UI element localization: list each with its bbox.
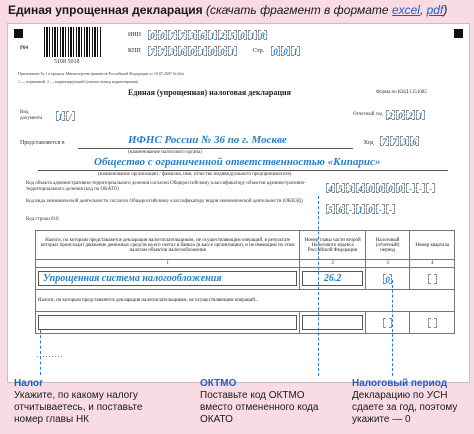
annotation-tax: [14, 378, 164, 426]
period-label: Отчетный год: [353, 112, 383, 117]
doc-kind-cell: /: [66, 111, 75, 121]
empty-cell: [383, 318, 392, 328]
table-row: [300, 268, 365, 290]
authority-code-cell: 6: [410, 136, 419, 146]
doc-kind-note: 1 — первичный, 3 — корректирующий (указать номер корректировки): [18, 79, 139, 84]
inn-cell: 1: [248, 30, 257, 40]
table-header-period: Налоговый (отчетный) период: [365, 231, 410, 260]
okved-cell: -: [376, 204, 385, 214]
heading-open: (: [206, 3, 210, 17]
heading-title: Единая упрощенная декларация: [8, 3, 203, 17]
kpp-cell: 6: [178, 46, 187, 56]
org-caption: (наименование организации / фамилия, имя, отчество индивидуального предпринимателя): [98, 172, 292, 177]
annotation-arrow-oktmo: [318, 196, 319, 376]
page-cells: [271, 46, 300, 56]
okved-cells: [326, 204, 395, 214]
doc-kind-cell: 1: [56, 111, 65, 121]
okato-cell: 4: [326, 183, 335, 193]
kpp-cell: 1: [198, 46, 207, 56]
col-number-2: 2: [300, 260, 365, 268]
kpp-cell: 7: [148, 46, 157, 56]
table-header-quarter: Номер квартала: [410, 231, 455, 260]
okved-cell: 5: [326, 204, 335, 214]
annotation-tax-title: Налог: [14, 378, 44, 389]
chapter-value: 26.2: [302, 271, 362, 286]
empty-cell: [428, 318, 437, 328]
line-code: Код строки 010: [26, 217, 59, 222]
okato-cell: -: [416, 183, 425, 193]
appendix-note: Приложение № 1 к приказу Министерства финансов Российской Федерации от 10.07.2007 № 62н: [18, 71, 184, 76]
page-cell: 0: [271, 46, 280, 56]
inn-cell: 0: [238, 30, 247, 40]
pdf-link[interactable]: pdf: [426, 3, 444, 17]
okato-cell: 0: [376, 183, 385, 193]
kpp-cell: 0: [218, 46, 227, 56]
okato-cell: 4: [356, 183, 365, 193]
period-cell: 1: [416, 110, 425, 120]
okato-label: Код объекта административно-территориального деления согласно Общероссийскому классификатору объектов административно-территориального деления (код по ОКАТО): [26, 181, 306, 192]
okved-cell: 6: [336, 204, 345, 214]
form-code: Р04: [20, 46, 29, 51]
okato-cell: 0: [386, 183, 395, 193]
annotation-arrow-tax: [40, 330, 41, 375]
page-cell: 0: [281, 46, 290, 56]
annotation-period-text: Декларацию по УСН сдаете за год, поэтому укажите — 0: [352, 390, 458, 425]
declaration-form: [7, 23, 470, 383]
page-heading: [8, 3, 447, 17]
inn-cell: 5: [228, 30, 237, 40]
cut-mark-icon: ⋯⋯⋯: [36, 351, 63, 361]
annotation-period: [352, 378, 472, 426]
quarter-value: [428, 274, 437, 284]
inn-cell: 1: [208, 30, 217, 40]
kpp-label: КПП: [128, 48, 141, 54]
annotation-period-title: Налоговый период: [352, 378, 448, 389]
okved-cell: 0: [366, 204, 375, 214]
kpp-cell: 1: [228, 46, 237, 56]
okved-cell: -: [346, 204, 355, 214]
kpp-cells: [148, 46, 237, 56]
col-number-1: 1: [36, 260, 300, 268]
okved-cell: -: [386, 204, 395, 214]
authority-code-cell: 3: [400, 136, 409, 146]
doc-kind-cells: [56, 111, 75, 121]
inn-cell: 7: [178, 30, 187, 40]
annotation-oktmo-title: ОКТМО: [200, 378, 237, 389]
col-number-3: 3: [365, 260, 410, 268]
okato-cell: 3: [346, 183, 355, 193]
tax-authority-value: ИФНС России № 36 по г. Москве: [128, 134, 287, 146]
inn-cell: 2: [218, 30, 227, 40]
inn-cells: [148, 30, 267, 40]
period-value: 0: [383, 274, 392, 284]
okato-cell: 0: [396, 183, 405, 193]
table-row: [410, 312, 455, 334]
page-label: Стр.: [253, 48, 265, 54]
inn-cell: 0: [148, 30, 157, 40]
okato-cell: 0: [366, 183, 375, 193]
form-title: Единая (упрощенная) налоговая декларация: [128, 88, 291, 97]
inn-cell: 7: [168, 30, 177, 40]
tax-name-value: Упрощенная система налогообложения: [38, 271, 297, 286]
okato-cell: 5: [336, 183, 345, 193]
period-cells: [386, 110, 425, 120]
authority-code-cell: 7: [380, 136, 389, 146]
heading-sep: ,: [419, 3, 427, 17]
submitted-label: Представляется в: [20, 140, 65, 146]
barcode-number: 5108 5018: [54, 59, 80, 65]
kpp-cell: 3: [168, 46, 177, 56]
period-cell: 0: [396, 110, 405, 120]
okato-cell: -: [426, 183, 435, 193]
okved-label: Код вида экономической деятельности согласно Общероссийскому классификатору видов экономической деятельности (ОКВЭД): [26, 199, 303, 204]
table-row: [36, 268, 300, 290]
table-row: [410, 268, 455, 290]
inn-cell: 3: [188, 30, 197, 40]
table-header-tax: Налоги, по которым представляется декларация налогоплательщиком, не осуществляющим операций, в результате которых происходит движение денежных средств на его счетах в банках (в кассе организации), и не имеющим по этим налогам объектов налогообложения: [36, 231, 300, 260]
authority-code-label: Код: [364, 140, 374, 146]
kpp-cell: 7: [158, 46, 167, 56]
okato-cells: [326, 183, 435, 193]
authority-code-cell: 7: [390, 136, 399, 146]
doc-kind-label: Вид документа: [20, 110, 43, 121]
kpp-cell: 0: [188, 46, 197, 56]
table-row: [365, 312, 410, 334]
table-row: [365, 268, 410, 290]
excel-link[interactable]: excel: [391, 3, 420, 17]
table-row: [36, 312, 300, 334]
inn-cell: 8: [258, 30, 267, 40]
corner-mark-icon: [14, 29, 23, 38]
empty-value: [302, 315, 362, 330]
annotation-oktmo-text: Поставьте код ОКТМО вместо отмененного кода ОКАТО: [200, 390, 319, 425]
annotation-tax-text: Укажите, по какому налогу отчитываетесь, и поставьте номер главы НК: [14, 390, 143, 425]
organization-name: Общество с ограниченной ответственностью «Кипарис»: [94, 156, 381, 168]
period-cell: 2: [406, 110, 415, 120]
inn-label: ИНН: [128, 32, 141, 38]
knd-code: Форма по КНД 1151085: [376, 90, 427, 95]
barcode-icon: [44, 27, 102, 57]
kpp-cell: 0: [208, 46, 217, 56]
table-row: [300, 312, 365, 334]
annotation-arrow-period: [392, 280, 393, 376]
heading-close: ): [443, 3, 448, 17]
inn-cell: 6: [198, 30, 207, 40]
okato-cell: -: [406, 183, 415, 193]
okved-cell: 1: [356, 204, 365, 214]
heading-prefix: скачать фрагмент в формате: [210, 3, 392, 17]
authority-code-cells: [380, 136, 419, 146]
authority-caption: (наименование налогового органа): [128, 150, 202, 155]
corner-mark-icon: [454, 29, 463, 38]
annotation-oktmo: [200, 378, 330, 426]
table-header-chapter: Номер главы части второй Налогового кодекса Российской Федерации: [300, 231, 365, 260]
empty-value: [38, 315, 297, 330]
page-cell: 1: [291, 46, 300, 56]
table-row-label: Налоги, по которым представляется декларация налогоплательщиком, не осуществляющим операций...: [38, 298, 259, 303]
period-cell: 2: [386, 110, 395, 120]
col-number-4: 4: [410, 260, 455, 268]
inn-cell: 0: [158, 30, 167, 40]
